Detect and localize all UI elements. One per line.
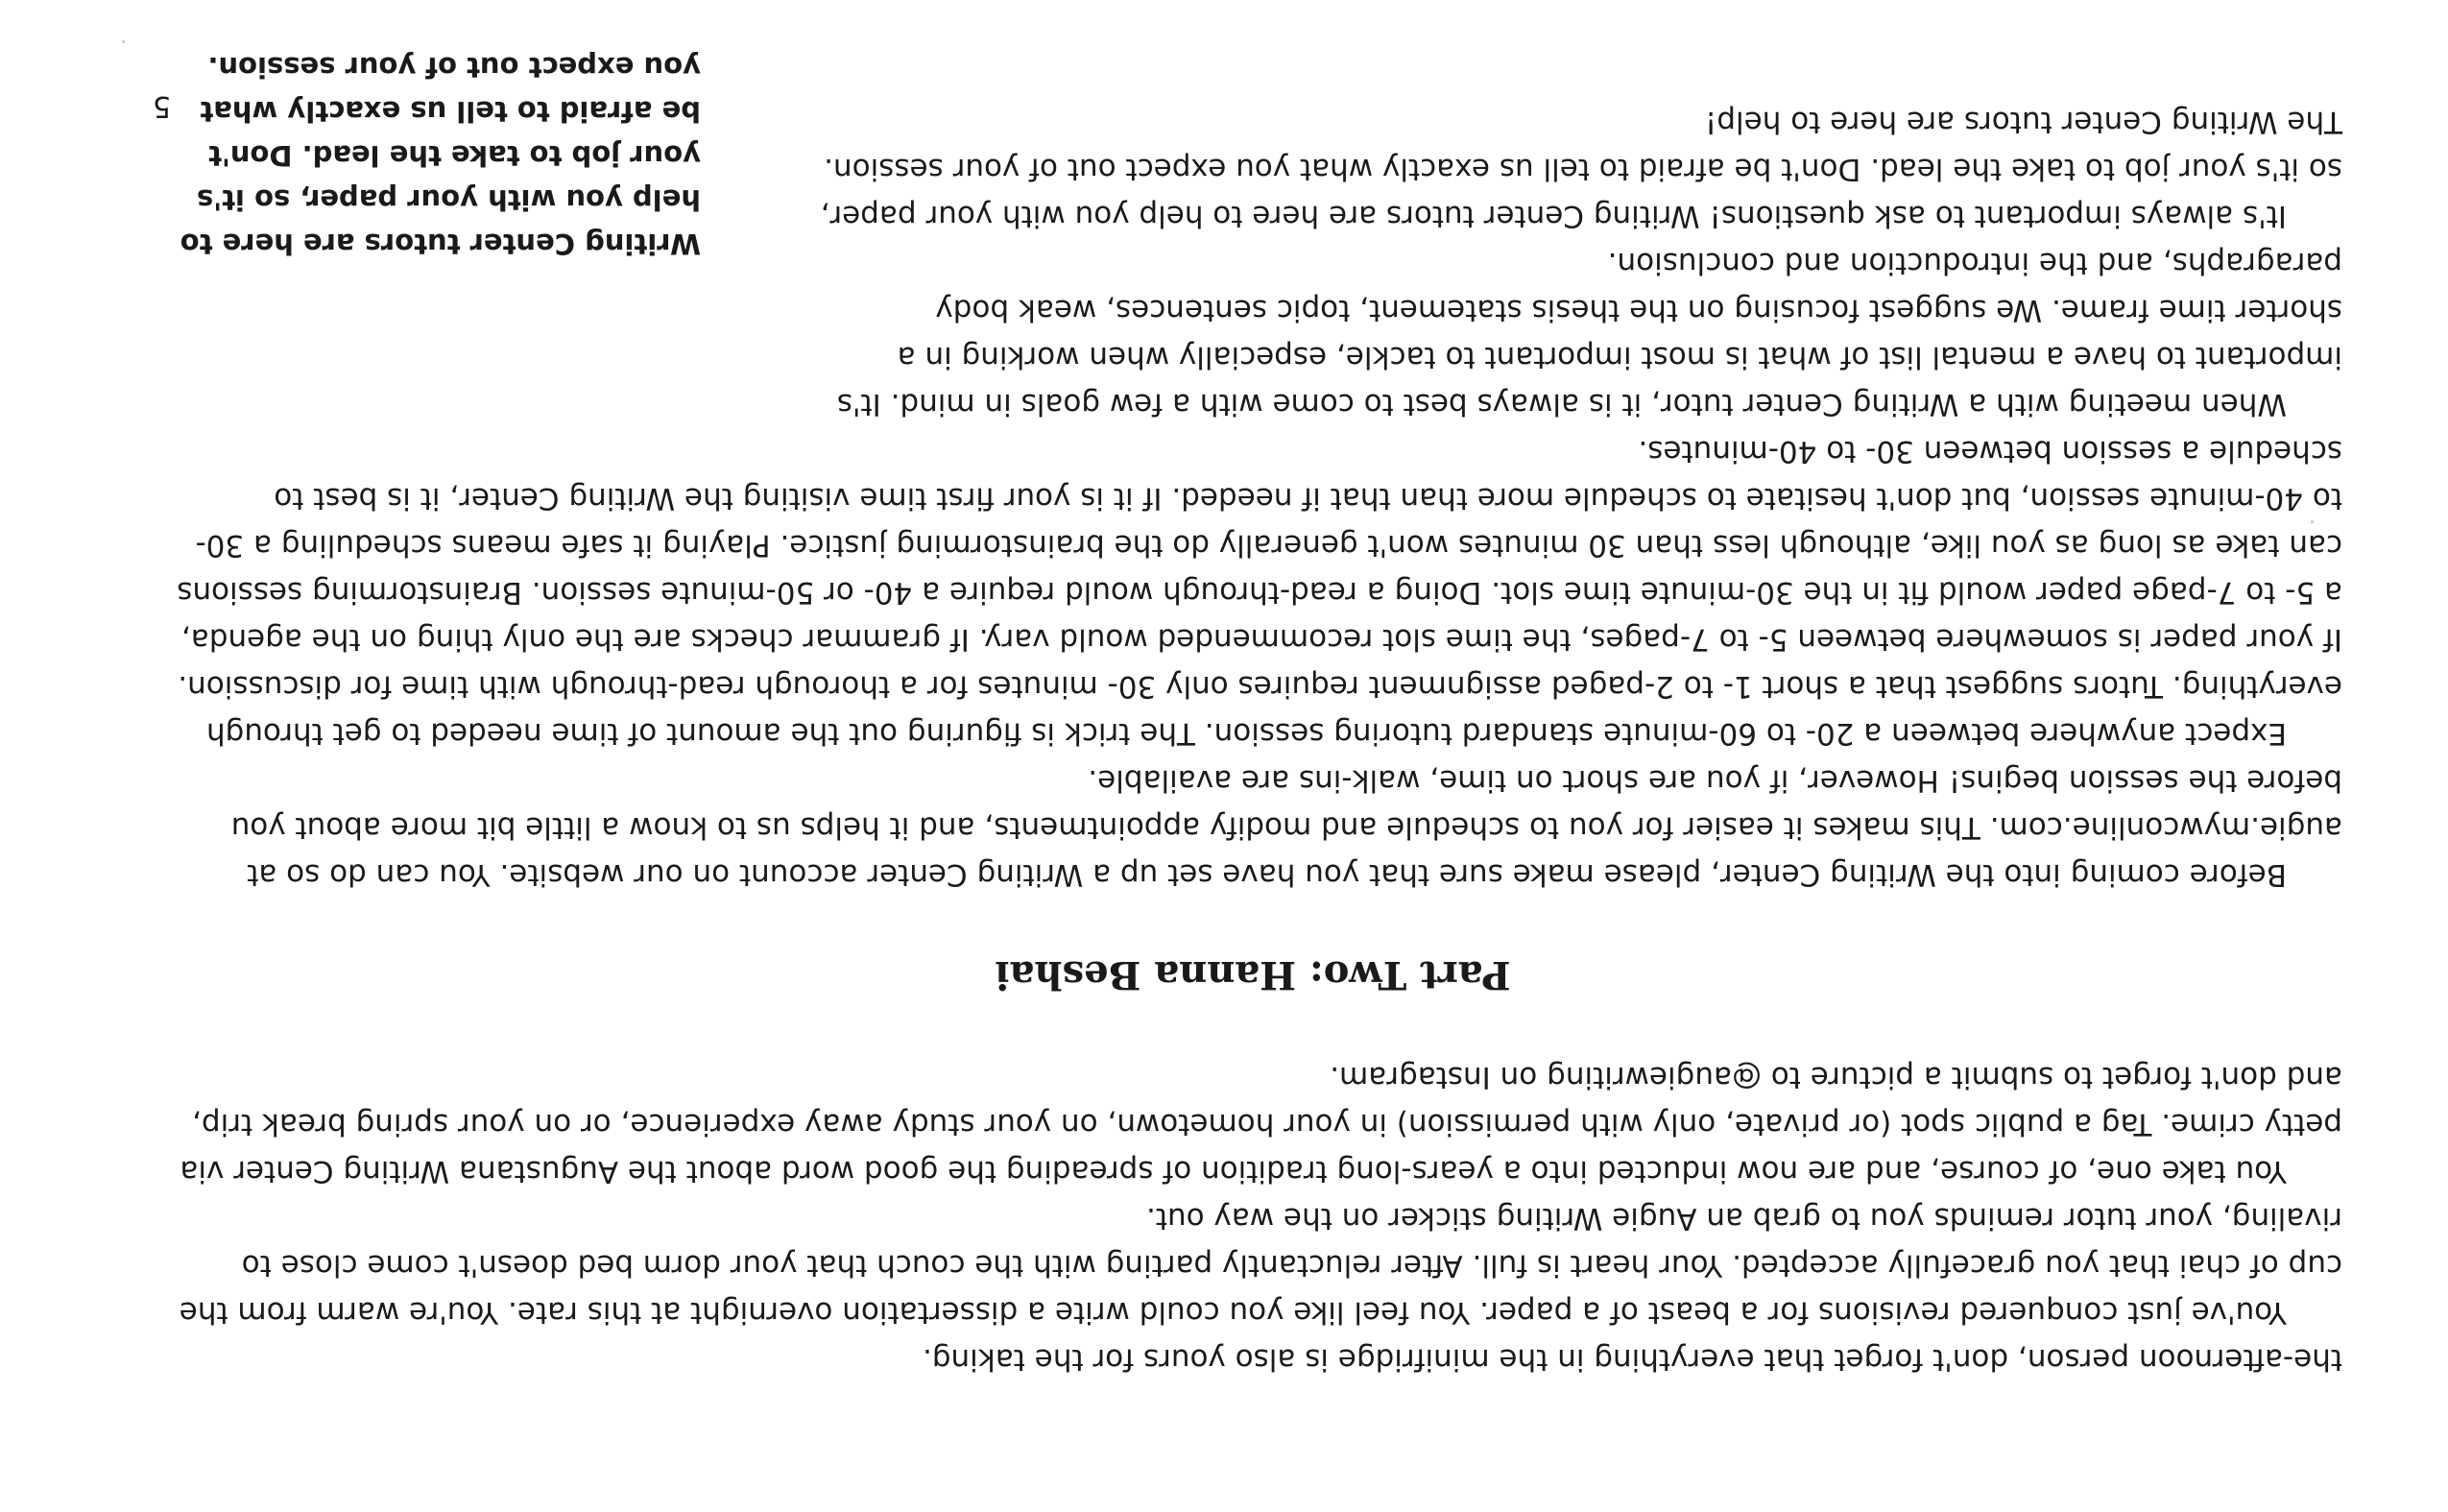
body-paragraph-1: Before coming into the Writing Center, please make sure that you have set up a Writing Center account on our website. You can do so at augie.mywconline.com. This makes it easier for you to schedule and modify appointments, and it helps us to know a little bit more about you before the session begins! However, if you are short on time, walk-ins are available. [230, 763, 2342, 892]
pull-quote-block [163, 36, 2342, 427]
scan-mark [2311, 520, 2314, 523]
intro-paragraph-2: You've just conquered revisions for a beast of a paper. You feel like you could write a dissertation overnight at this rate. You're warm from the cup of chai that you gracefully accepted. Your heart is full. After reluctantly parting with the couch that your dorm bed doesn't come close to rivaling, your tutor reminds you to grab an Augie Writing sticker on the way out. [179, 1201, 2342, 1330]
text-column [163, 36, 2342, 1382]
pull-quote: Writing Center tutors are here to help you with your paper, so it's your job to take the lead. Don't be afraid to tell us exactly what you expect out of your session. [180, 51, 701, 260]
section-heading: Part Two: Hanna Beshai [995, 952, 1511, 997]
body-paragraph-2: Expect anywhere between a 20- to 60-minute standard tutoring session. The trick is figuring out the amount of time needed to get through everything. Tutors suggest that a short 1- to 2-paged assignment requires only 30- minutes for a thorough read-through with time for discussion. If your paper is somewhere between 5- to 7-pages, the time slot recommended would vary. If grammar checks are the only thing on the agenda, a 5- to 7-page paper would fit in the 30-minute time slot. Doing a read-through would require a 40- or 50-minute session. Brainstorming sessions can take as long as you like, although less than 30 minutes won't generally do the brainstorming justice. Playing it safe means scheduling a 30- to 40-minute session, but don't hesitate to schedule more than that if needed. If it is your first time visiting the Writing Center, it is best to schedule a session between 30- to 40-minutes. [177, 434, 2342, 751]
body-paragraph-4: It's always important to ask questions! Writing Center tutors are here to help you with your paper, so it's your job to take the lead. Don't be afraid to tell us exactly what you expect out of your session. The Writing Center tutors are here to help! [820, 105, 2342, 233]
page-number: 5 [152, 89, 171, 123]
body-paragraph-3: When meeting with a Writing Center tutor, it is always best to come with a few goals in mind. It's important to have a mental list of what is most important to tackle, especially when working in a shorter time frame. We suggest focusing on the thesis statement, topic sentences, weak body paragraphs, and the introduction and conclusion. [836, 246, 2342, 421]
intro-paragraph-1: the-afternoon person, don't forget that everything in the minifridge is also yours for the taking. [922, 1342, 2342, 1377]
scan-mark [122, 40, 125, 43]
intro-paragraph-3: You take one, of course, and are now inducted into a years-long tradition of spreading the good word about the Augustana Writing Center via petty crime. Tag a public spot (or private, only with permission) in your hometown, on your study away experience, or on your spring break trip, and don't forget to submit a picture to @augiewriting on Instagram. [180, 1060, 2342, 1188]
